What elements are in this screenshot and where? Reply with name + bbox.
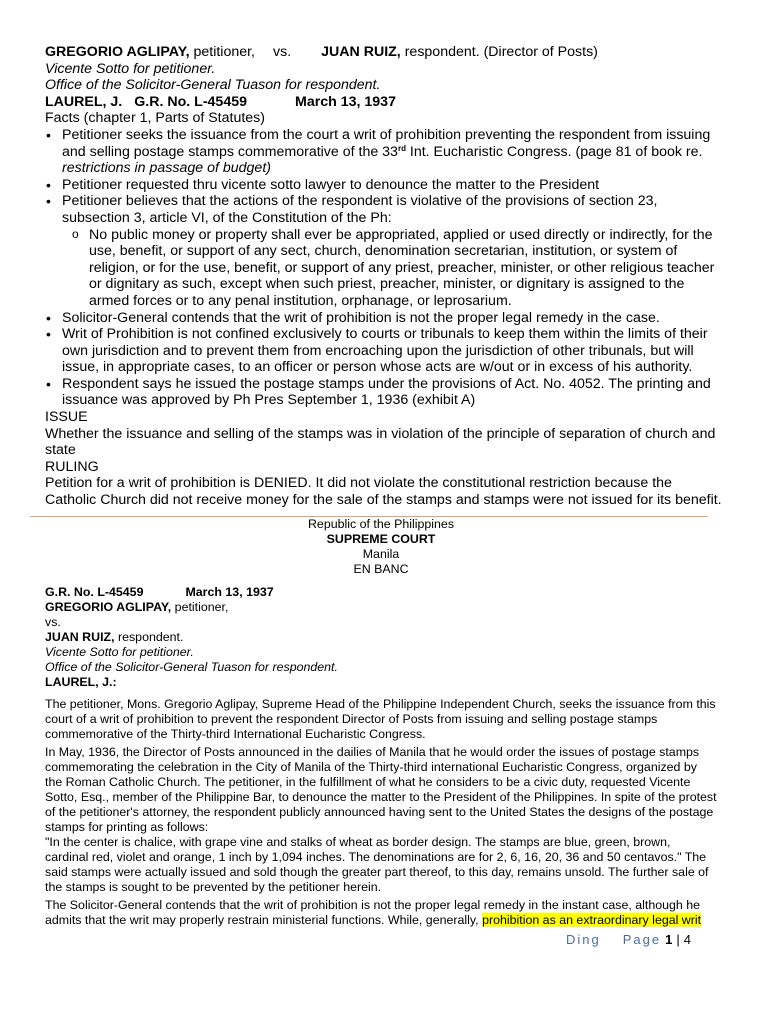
decision-date: March 13, 1937 bbox=[185, 585, 274, 599]
list-item: • Solicitor-General contends that the writ of prohibition is not the proper legal remedy in the case. bbox=[45, 310, 725, 327]
highlighted-text: prohibition as an extraordinary legal writ bbox=[482, 913, 702, 927]
digest-parties-line bbox=[45, 44, 725, 61]
footer-page-label: Page bbox=[622, 932, 662, 947]
decision-paragraph-3: "In the center is chalice, with grape vine and stalks of wheat as border design. The stamps are blue, green, brown, cardinal red, violet and orange, 1 inch by 1,094 inches. The denominations are for 2, 6, 16, 20, 36 and 50 centavos." The said stamps were actually issued and sold though the greater part thereof, to this day, remains unsold. The further sale of the stamps is sought to be prevented by the petitioner herein. bbox=[45, 835, 709, 894]
list-item: • Petitioner requested thru vicente sotto lawyer to denounce the matter to the President bbox=[45, 177, 725, 194]
ordinal-superscript: rd bbox=[397, 143, 406, 153]
court-division: EN BANC bbox=[353, 562, 409, 576]
decision-vs: vs. bbox=[45, 615, 61, 629]
facts-heading: Facts (chapter 1, Parts of Statutes) bbox=[45, 110, 265, 127]
full-decision bbox=[45, 517, 717, 928]
decision-paragraph-1: The petitioner, Mons. Gregorio Aglipay, Supreme Head of the Philippine Independent Church, seeks the issuance from this court of a writ of prohibition to prevent the respondent Director of Posts from issuing and selling postage stamps commemorative of the Thirty-third International Eucharistic Congress. bbox=[45, 697, 716, 741]
decision-gr-no: G.R. No. L-45459 bbox=[45, 585, 144, 599]
digest-counsel-respondent: Office of the Solicitor-General Tuason for respondent. bbox=[45, 77, 381, 94]
digest-respondent-role: respondent. (Director of Posts) bbox=[400, 44, 598, 60]
digest-gr-no: G.R. No. L-45459 bbox=[134, 93, 247, 110]
footer-separator: | bbox=[676, 932, 680, 947]
case-digest bbox=[45, 44, 725, 509]
sub-list-item: o No public money or property shall ever be appropriated, applied or used directly or indirectly, for the use, benefit, or support of any sect, church, denomination secretarian, institution, or system of religion, or for the use, benefit, or support of any priest, preacher, minister, or other religious teacher or dignitary as such, except when such priest, preacher, minister, or dignitary is assigned to the armed forces or to any penal institution, orphanage, or leprosarium. bbox=[62, 227, 725, 310]
constitution-quote-list bbox=[62, 227, 725, 310]
digest-petitioner-role: petitioner, bbox=[189, 44, 255, 60]
court-name: SUPREME COURT bbox=[326, 532, 436, 546]
digest-case-heading bbox=[45, 94, 725, 111]
ruling-text: Petition for a writ of prohibition is DENIED. It did not violate the constitutional restriction because the Catholic Church did not receive money for the sale of the stamps and stamps were not issued for its benefit. bbox=[45, 475, 722, 509]
list-item: • Respondent says he issued the postage stamps under the provisions of Act. No. 4052. The printing and issuance was approved by Ph Pres September 1, 1936 (exhibit A) bbox=[45, 376, 725, 409]
decision-case-number bbox=[45, 585, 717, 600]
footer-total-pages: 4 bbox=[683, 932, 691, 947]
decision-paragraph-4: The Solicitor-General contends that the writ of prohibition is not the proper legal remedy in the instant case, although he admits that the writ may properly restrain ministerial functions. While, generally, prohibition as an extraordinary legal writ bbox=[45, 898, 702, 927]
issue-heading: ISSUE bbox=[45, 409, 88, 426]
digest-vs: vs. bbox=[273, 44, 292, 60]
decision-paragraph-2: In May, 1936, the Director of Posts announced in the dailies of Manila that he would order the issues of postage stamps commemorating the celebration in the City of Manila of the Thirty-third international Eucharistic Congress, organized by the Roman Catholic Church. The petitioner, in the fulfillment of what he considers to be a civic duty, requested Vicente Sotto, Esq., member of the Philippine Bar, to denounce the matter to the President of the Philippines. In spite of the protest of the petitioner's attorney, the respondent publicly announced having sent to the United States the designs of the postage stamps for printing as follows: bbox=[45, 745, 717, 834]
digest-petitioner-name: GREGORIO AGLIPAY, bbox=[45, 44, 190, 60]
list-item: • Petitioner believes that the actions of the respondent is violative of the provisions of section 23, subsection 3, article VI, of the Constitution of the Ph: o No public money or property shall ever be appropriated, applied or used directly or indirectly, for the use, benefit, or support of any sect, church, denomination secretarian, institution, or system of religion, or for the use, benefit, or support of any priest, preacher, minister, or other religious teacher or dignitary as such, except when such priest, preacher, minister, or dignitary is assigned to the armed forces or to any penal institution, orphanage, or leprosarium. bbox=[45, 193, 725, 309]
facts-list bbox=[45, 127, 725, 409]
digest-respondent-name: JUAN RUIZ, bbox=[321, 44, 401, 60]
list-item: • Writ of Prohibition is not confined exclusively to courts or tribunals to keep them within the limits of their own jurisdiction and to prevent them from encroaching upon the jurisdiction of other tribunals, but will issue, in appropriate cases, to an officer or person whose acts are w/out or in excess of his authority. bbox=[45, 326, 725, 376]
digest-date: March 13, 1937 bbox=[295, 93, 396, 110]
republic-line: Republic of the Philippines bbox=[307, 517, 455, 531]
decision-petitioner: GREGORIO AGLIPAY, petitioner, bbox=[45, 600, 229, 614]
decision-counsel-respondent: Office of the Solicitor-General Tuason for respondent. bbox=[45, 660, 338, 674]
ruling-heading: RULING bbox=[45, 458, 99, 475]
court-city: Manila bbox=[362, 547, 400, 561]
footer-page-number: 1 bbox=[665, 932, 673, 947]
decision-justice: LAUREL, J.: bbox=[45, 675, 117, 689]
footer-author: Ding bbox=[566, 932, 601, 947]
digest-counsel-petitioner: Vicente Sotto for petitioner. bbox=[45, 60, 216, 77]
decision-respondent: JUAN RUIZ, respondent. bbox=[45, 630, 184, 644]
list-item: • Petitioner seeks the issuance from the court a writ of prohibition preventing the respondent from issuing and selling postage stamps commemorative of the 33rd Int. Eucharistic Congress. (page 81 of book re. restrictions in passage of budget) bbox=[45, 127, 725, 177]
digest-justice: LAUREL, J. bbox=[45, 93, 123, 110]
page-footer bbox=[566, 932, 691, 947]
decision-counsel-petitioner: Vicente Sotto for petitioner. bbox=[45, 645, 194, 659]
issue-text: Whether the issuance and selling of the stamps was in violation of the principle of separation of church and state bbox=[45, 425, 716, 459]
